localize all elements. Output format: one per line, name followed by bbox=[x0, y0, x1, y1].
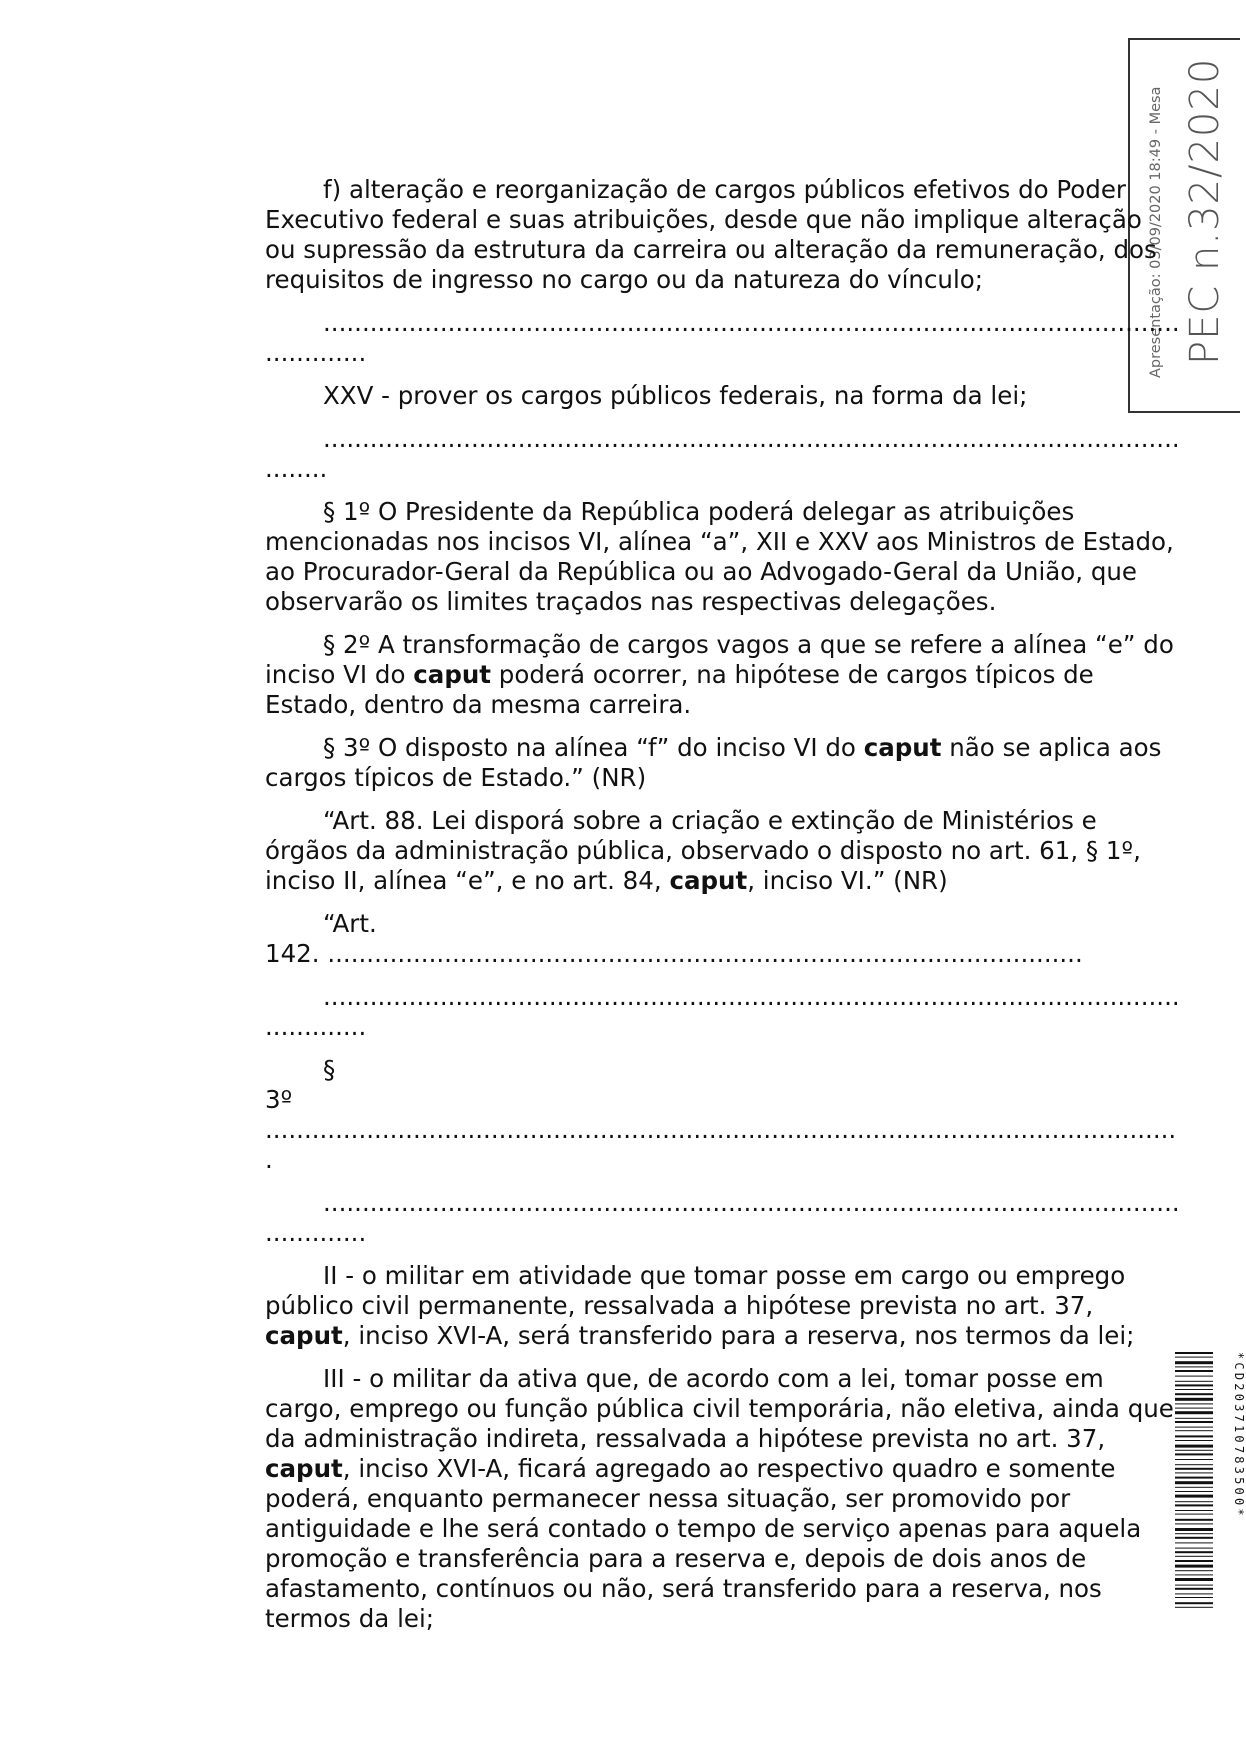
barcode-text: *CD203710783500* bbox=[1232, 1352, 1246, 1519]
stamp-presentation-date: Apresentação: 03/09/2020 18:49 - Mesa bbox=[1148, 86, 1164, 378]
ellipsis-line: ........................................................................................................................... bbox=[265, 308, 1180, 367]
paragraph-art-142: “Art. 142. ................................................................................................. bbox=[265, 909, 1083, 968]
paragraph-inciso-ii: II - o militar em atividade que tomar posse em cargo ou emprego público civil permanente, ressalvada a hipótese prevista no art. 37, caput, inciso XVI-A, será transferido para a reserva, nos termos da lei; bbox=[265, 1261, 1135, 1350]
ellipsis-line: ...................................................................................................................... bbox=[265, 424, 1180, 483]
paragraph-xxv: XXV - prover os cargos públicos federais, na forma da lei; bbox=[323, 381, 1028, 410]
document-body bbox=[265, 175, 1180, 1647]
ellipsis-line: ........................................................................................................................... bbox=[265, 982, 1180, 1041]
paragraph-par-1: § 1º O Presidente da República poderá delegar as atribuições mencionadas nos incisos VI, alínea “a”, XII e XXV aos Ministros de Estado, ao Procurador-Geral da República ou ao Advogado-Geral da União, que observarão os limites traçados nas respectivas delegações. bbox=[265, 497, 1174, 616]
paragraph-inciso-iii: III - o militar da ativa que, de acordo com a lei, tomar posse em cargo, emprego ou função pública civil temporária, não eletiva, ainda que da administração indireta, ressalvada a hipótese prevista no art. 37, caput, inciso XVI-A, ficará agregado ao respectivo quadro e somente poderá, enquanto permanecer nessa situação, ser promovido por antiguidade e lhe será contado o tempo de serviço apenas para aquela promoção e transferência para a reserva e, depois de dois anos de afastamento, contínuos ou não, será transferido para a reserva, nos termos da lei; bbox=[265, 1364, 1174, 1633]
ellipsis-line: ........................................................................................................................... bbox=[265, 1188, 1180, 1247]
paragraph-par-3-art-142: § 3º ...................................................................................................................... bbox=[265, 1055, 1177, 1174]
barcode bbox=[1175, 1352, 1213, 1610]
paragraph-f: f) alteração e reorganização de cargos públicos efetivos do Poder Executivo federal e suas atribuições, desde que não implique alteração ou supressão da estrutura da carreira ou alteração da remuneração, dos requisitos de ingresso no cargo ou da natureza do vínculo; bbox=[265, 175, 1157, 294]
paragraph-par-3: § 3º O disposto na alínea “f” do inciso VI do caput não se aplica aos cargos típicos de Estado.” (NR) bbox=[265, 733, 1162, 792]
paragraph-par-2: § 2º A transformação de cargos vagos a que se refere a alínea “e” do inciso VI do caput poderá ocorrer, na hipótese de cargos típicos de Estado, dentro da mesma carreira. bbox=[265, 630, 1174, 719]
paragraph-art-88: “Art. 88. Lei disporá sobre a criação e extinção de Ministérios e órgãos da administração pública, observado o disposto no art. 61, § 1º, inciso II, alínea “e”, e no art. 84, caput, inciso VI.” (NR) bbox=[265, 806, 1141, 895]
stamp-document-code: PEC n.32/2020 bbox=[1182, 57, 1228, 365]
